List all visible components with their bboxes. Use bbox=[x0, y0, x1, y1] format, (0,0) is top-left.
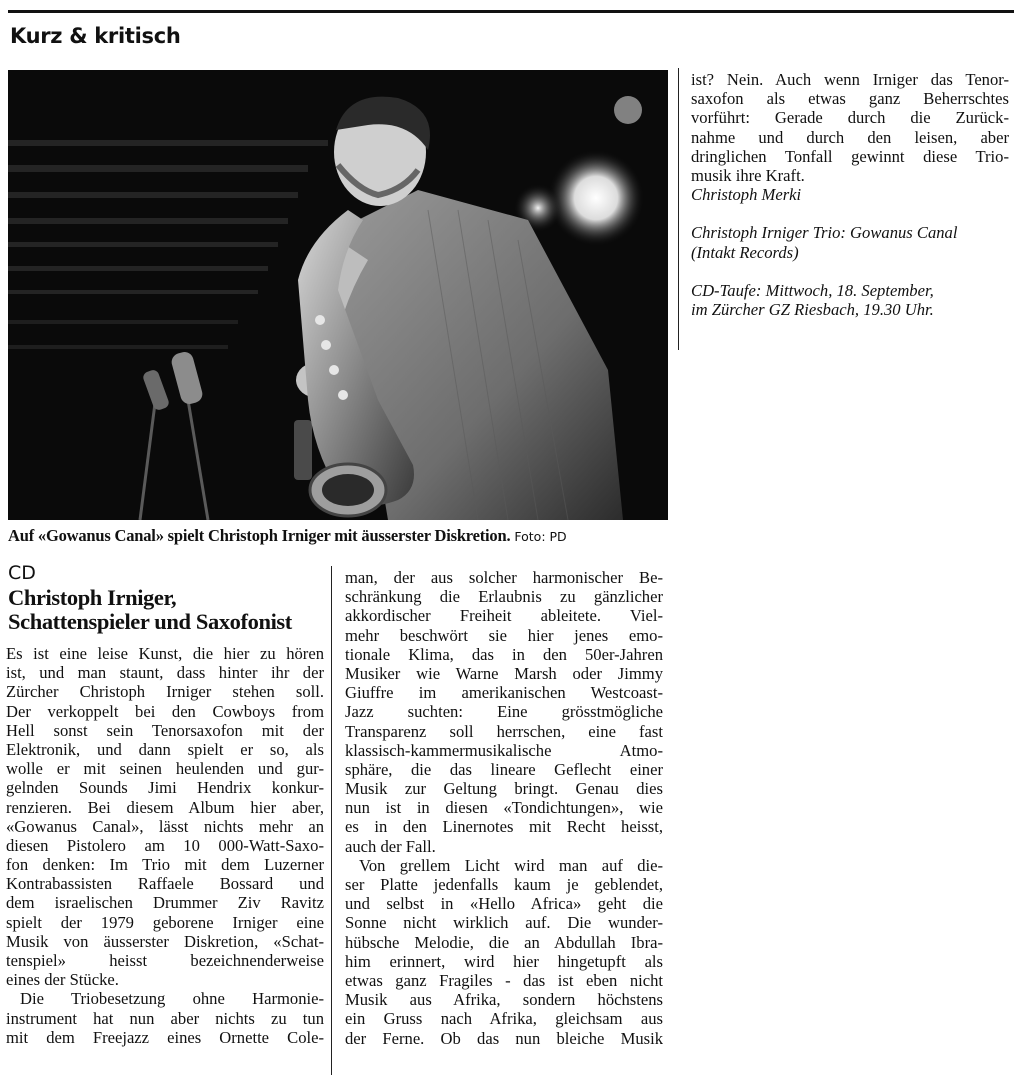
event-info-line: im Zürcher GZ Riesbach, 19.30 Uhr. bbox=[691, 299, 934, 319]
text-line: instrument hat nun aber nichts zu tun bbox=[6, 1008, 324, 1028]
text-line: mit dem Freejazz eines Ornette Cole- bbox=[6, 1027, 324, 1047]
text-line: nun ist in diesen «Tondichtungen», wie bbox=[345, 798, 663, 818]
text-line: Es ist eine leise Kunst, die hier zu hören bbox=[6, 644, 324, 663]
headline-line: Schattenspieler und Saxofonist bbox=[8, 610, 292, 634]
text-line: Musik aus Afrika, sondern höchstens bbox=[345, 990, 663, 1010]
text-line: der Ferne. Ob das nun bleiche Musik bbox=[345, 1028, 663, 1048]
text-line: Giuffre im amerikanischen Westcoast- bbox=[345, 683, 663, 703]
top-rule bbox=[8, 10, 1014, 13]
text-line: schränkung die Erlaubnis zu gänzlicher bbox=[345, 587, 663, 607]
text-line: Elektronik, und dann spielt er so, als bbox=[6, 739, 324, 759]
text-line: diesen Pistolero am 10 000-Watt-Saxo- bbox=[6, 835, 324, 855]
text-line: musik ihre Kraft. bbox=[691, 165, 805, 185]
text-line: mehr beschwört sie hier jenes emo- bbox=[345, 625, 663, 645]
author-byline: Christoph Merki bbox=[691, 185, 802, 205]
photo-caption bbox=[8, 526, 567, 546]
text-line: Der verkoppelt bei den Cowboys from bbox=[6, 701, 324, 721]
text-line: auch der Fall. bbox=[345, 836, 436, 856]
text-line: es in den Linernotes mit Recht heisst, bbox=[345, 817, 663, 837]
text-line: klassisch-kammermusikalische Atmo- bbox=[345, 740, 663, 760]
text-line: dem israelischen Drummer Ziv Ravitz bbox=[6, 893, 324, 913]
headline-line: Christoph Irniger, bbox=[8, 586, 177, 610]
text-line: eines der Stücke. bbox=[6, 970, 119, 990]
text-line: man, der aus solcher harmonischer Be- bbox=[345, 568, 663, 587]
text-line: hübsche Melodie, die an Abdullah Ibra- bbox=[345, 932, 663, 952]
text-line: Kontrabassisten Raffaele Bossard und bbox=[6, 874, 324, 894]
text-line: renzieren. Bei diesem Album hier aber, bbox=[6, 797, 324, 817]
text-line: etwas ganz Fragiles - das ist eben nicht bbox=[345, 970, 663, 990]
article-headline bbox=[8, 586, 338, 634]
article-column-1 bbox=[6, 644, 324, 1047]
text-line: ist, und man staunt, dass hinter ihr der bbox=[6, 663, 324, 683]
text-line: und selbst in «Hello Africa» geht die bbox=[345, 894, 663, 914]
text-line: Musik zur Geltung bringt. Genau dies bbox=[345, 779, 663, 799]
text-line: wolle er mit seinen heulenden und gur- bbox=[6, 759, 324, 779]
text-line: him erinnert, wird hier hingetupft als bbox=[345, 951, 663, 971]
text-line: ist? Nein. Auch wenn Irniger das Tenor- bbox=[691, 70, 1009, 89]
text-line: Sonne nicht wirklich auf. Die wunder- bbox=[345, 913, 663, 933]
text-line: fon denken: Im Trio mit dem Luzerner bbox=[6, 855, 324, 875]
text-line: dringlichen Tonfall gewinnt diese Trio- bbox=[691, 146, 1009, 166]
section-title: Kurz & kritisch bbox=[10, 24, 181, 48]
text-line: spielt der 1979 geborene Irniger eine bbox=[6, 912, 324, 932]
event-info-line: CD-Taufe: Mittwoch, 18. September, bbox=[691, 280, 934, 300]
text-line: akkordischer Freiheit ableitete. Viel- bbox=[345, 606, 663, 626]
text-line: gelnden Sounds Jimi Hendrix konkur- bbox=[6, 778, 324, 798]
text-line: sphäre, die das lineare Geflecht einer bbox=[345, 759, 663, 779]
text-line: Jazz suchten: Eine grösstmögliche bbox=[345, 702, 663, 722]
article-kicker: CD bbox=[8, 562, 36, 584]
text-line: Hell sonst sein Tenorsaxofon mit der bbox=[6, 720, 324, 740]
text-line: vorführt: Gerade durch die Zurück- bbox=[691, 108, 1009, 128]
photo-credit: Foto: PD bbox=[514, 529, 567, 544]
text-line: tenspiel» heisst bezeichnenderweise bbox=[6, 951, 324, 970]
text-line: «Gowanus Canal», lässt nichts mehr an bbox=[6, 816, 324, 836]
text-line: Musik von äusserster Diskretion, «Schat- bbox=[6, 931, 324, 951]
text-line: Von grellem Licht wird man auf die- bbox=[359, 855, 663, 875]
article-column-2 bbox=[345, 568, 663, 1048]
caption-text: Auf «Gowanus Canal» spielt Christoph Irniger mit äusserster Diskretion. bbox=[8, 526, 511, 545]
text-line: ein Gruss nach Afrika, gleichsam aus bbox=[345, 1009, 663, 1029]
column-rule bbox=[331, 566, 332, 1075]
album-info-line: Christoph Irniger Trio: Gowanus Canal bbox=[691, 223, 958, 243]
article-column-3 bbox=[691, 70, 1009, 319]
saxophonist-photo bbox=[8, 70, 668, 520]
text-line: Musiker wie Warne Marsh oder Jimmy bbox=[345, 663, 663, 683]
text-line: tionale Klima, das in den 50er-Jahren bbox=[345, 644, 663, 664]
text-line: Die Triobesetzung ohne Harmonie- bbox=[20, 989, 324, 1009]
column-rule bbox=[678, 68, 679, 350]
text-line: ser Platte jedenfalls kaum je geblendet, bbox=[345, 875, 663, 894]
text-line: nahme und durch den leisen, aber bbox=[691, 127, 1009, 147]
text-line: saxofon als etwas ganz Beherrschtes bbox=[691, 89, 1009, 109]
text-line: Zürcher Christoph Irniger stehen soll. bbox=[6, 682, 324, 702]
text-line: Transparenz soll herrschen, eine fast bbox=[345, 721, 663, 741]
album-info-line: (Intakt Records) bbox=[691, 242, 799, 262]
